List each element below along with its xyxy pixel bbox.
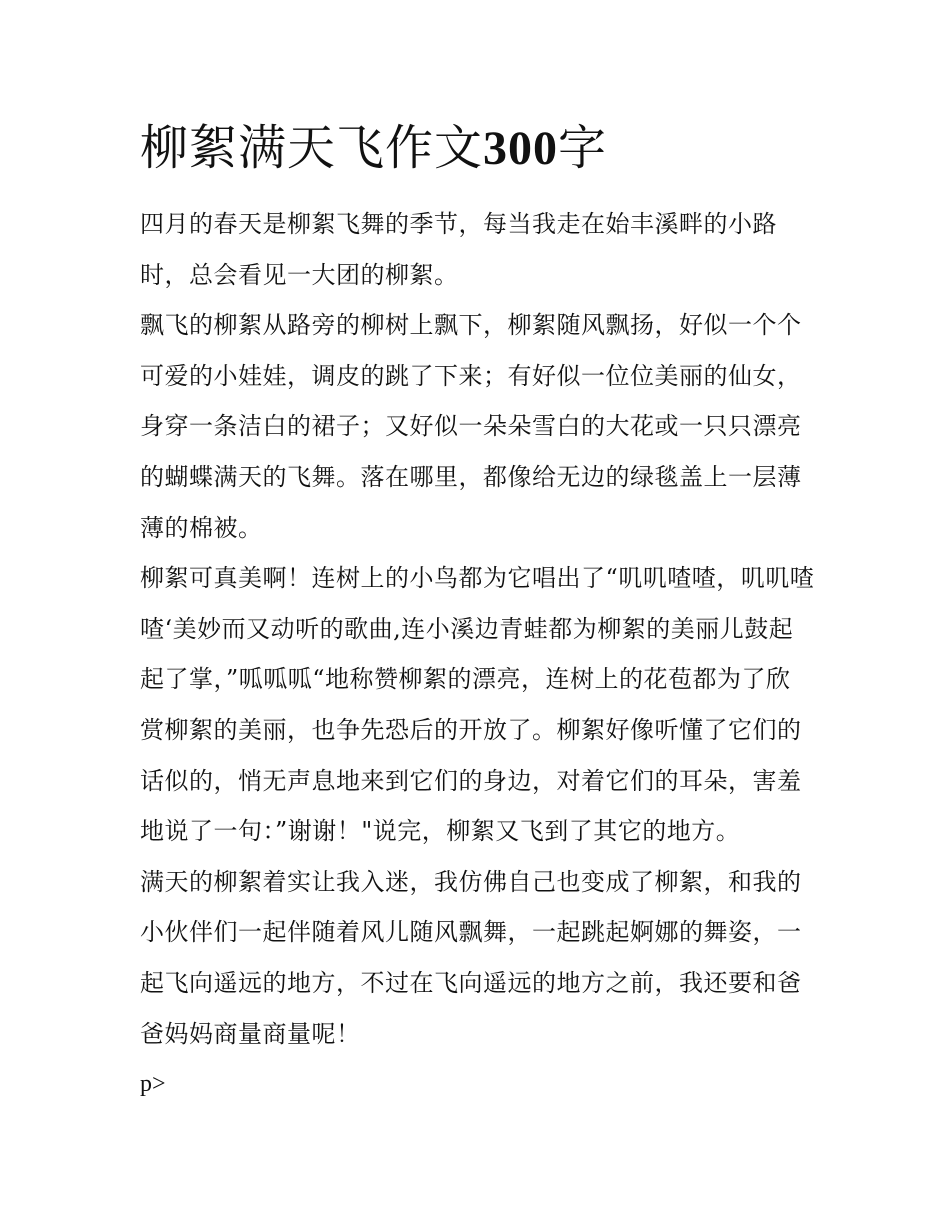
paragraph-3: 柳絮可真美啊！连树上的小鸟都为它唱出了“叽叽喳喳，叽叽喳喳‘美妙而又动听的歌曲,连小溪边青蛙都为柳絮的美丽儿鼓起起了掌，”呱呱呱“地称赞柳絮的漂亮，连树上的花苞都为了欣赏柳絮的美丽，也争先恐后的开放了。柳絮好像听懂了它们的话似的，悄无声息地来到它们的身边，对着它们的耳朵，害羞地说了一句：”谢谢！"说完，柳絮又飞到了其它的地方。: [140, 564, 815, 846]
paragraph-1: 四月的春天是柳絮飞舞的季节，每当我走在始丰溪畔的小路时，总会看见一大团的柳絮。: [140, 210, 777, 289]
paragraph-4: 满天的柳絮着实让我入迷，我仿佛自己也变成了柳絮，和我的小伙伴们一起伴随着风儿随风飘舞，一起跳起婀娜的舞姿，一起飞向遥远的地方，不过在飞向遥远的地方之前，我还要和爸爸妈妈商量商量呢！: [140, 867, 802, 1048]
title-suffix: 字: [558, 120, 608, 176]
document-page: [140, 112, 815, 1109]
trailing-text: p>: [140, 1071, 166, 1098]
title-number: 300: [483, 122, 559, 175]
title-text: 柳絮满天飞作文: [140, 120, 484, 176]
paragraph-2: 飘飞的柳絮从路旁的柳树上飘下，柳絮随风飘扬，好似一个个可爱的小娃娃，调皮的跳了下来；有好似一位位美丽的仙女，身穿一条洁白的裙子；又好似一朵朵雪白的大花或一只只漂亮的蝴蝶满天的飞舞。落在哪里，都像给无边的绿毯盖上一层薄薄的棉被。: [140, 311, 802, 542]
document-title: [140, 112, 815, 185]
